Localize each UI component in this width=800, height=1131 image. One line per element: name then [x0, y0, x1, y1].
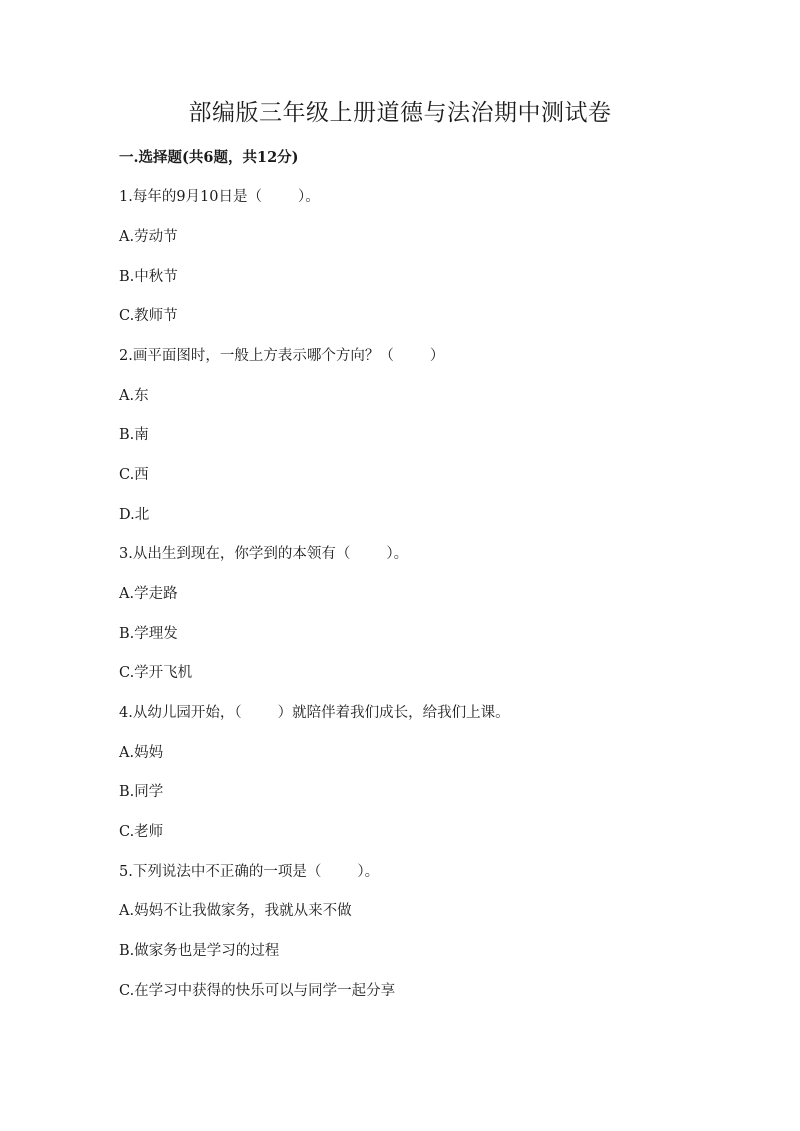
question-1-option-b: B.中秋节 [119, 269, 178, 285]
question-4-option-c: C.老师 [119, 824, 164, 840]
question-3-stem-before: 3.从出生到现在，你学到的本领有（ [119, 546, 351, 562]
question-3-option-b: B.学理发 [119, 626, 178, 642]
question-4-stem-before: 4.从幼儿园开始，（ [119, 705, 242, 721]
question-2-option-a: A.东 [119, 388, 149, 404]
question-2-option-c: C.西 [119, 467, 149, 483]
question-2-option-d: D.北 [119, 507, 150, 523]
question-4-option-b: B.同学 [119, 784, 164, 800]
question-5-option-c: C.在学习中获得的快乐可以与同学一起分享 [119, 983, 396, 999]
question-1-option-a: A.劳动节 [119, 229, 178, 245]
question-1-stem-after: ）。 [298, 189, 320, 205]
question-5-stem-after: ）。 [357, 864, 380, 880]
question-3-stem [119, 543, 408, 565]
section-heading: 一.选择题(共6题，共12分) [119, 149, 299, 166]
question-2-stem-before: 2.画平面图时，一般上方表示哪个方向？（ [119, 348, 394, 364]
question-3-stem-after: ）。 [386, 546, 409, 562]
question-5-stem-before: 5.下列说法中不正确的一项是（ [119, 864, 322, 880]
question-2-option-b: B.南 [119, 427, 149, 443]
question-5-option-b: B.做家务也是学习的过程 [119, 943, 280, 959]
question-3-option-c: C.学开飞机 [119, 665, 193, 681]
question-5-stem [119, 861, 379, 883]
question-5-option-a: A.妈妈不让我做家务，我就从来不做 [119, 903, 352, 919]
page-title: 部编版三年级上册道德与法治期中测试卷 [188, 100, 612, 126]
question-4-option-a: A.妈妈 [119, 745, 164, 761]
question-2-stem-after: ） [429, 348, 445, 364]
question-1-stem-before: 1.每年的9月10日是（ [119, 189, 263, 205]
question-1-option-c: C.教师节 [119, 308, 178, 324]
question-4-stem [119, 702, 510, 724]
question-3-option-a: A.学走路 [119, 586, 178, 602]
question-1-stem [119, 186, 320, 208]
question-4-stem-after: ）就陪伴着我们成长，给我们上课。 [277, 705, 510, 721]
question-2-stem [119, 345, 444, 367]
